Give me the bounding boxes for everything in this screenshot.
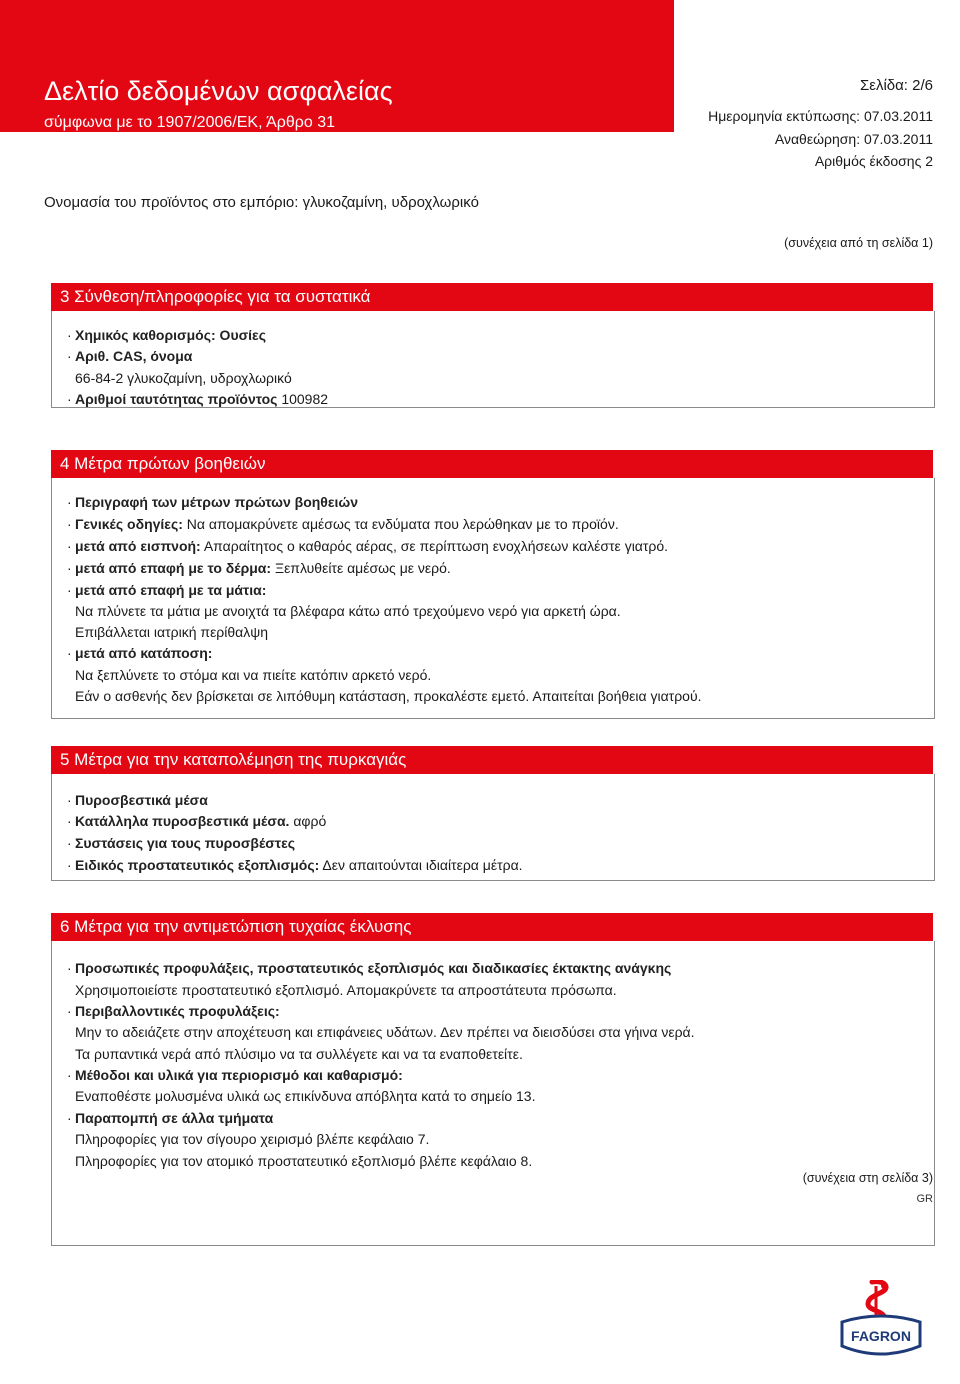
label: Περιβαλλοντικές προφυλάξεις: — [75, 1003, 280, 1019]
label: Περιγραφή των μέτρων πρώτων βοηθειών — [75, 494, 359, 510]
label: Συστάσεις για τους πυροσβέστες — [75, 835, 296, 851]
section-4-line: · μετά από επαφή με το δέρμα: Ξεπλυθείτε αμέσως με νερό. — [67, 560, 451, 576]
section-4-line: Να πλύνετε τα μάτια με ανοιχτά τα βλέφαρα κάτω από τρεχούμενο νερό για αρκετή ώρα. — [75, 603, 621, 619]
value: Ξεπλυθείτε αμέσως με νερό. — [271, 560, 451, 576]
section-6-line: Πληροφορίες για τον ατομικό προστατευτικό εξοπλισμό βλέπε κεφάλαιο 8. — [75, 1153, 533, 1169]
version-number: Αριθμός έκδοσης 2 — [814, 153, 933, 169]
label: Παραπομπή σε άλλα τμήματα — [75, 1110, 274, 1126]
label: μετά από επαφή με τα μάτια: — [75, 582, 267, 598]
value: 100982 — [277, 391, 329, 407]
continued-from-note: (συνέχεια από τη σελίδα 1) — [784, 236, 933, 250]
product-name-line: Ονομασία του προϊόντος στο εμπόριο: γλυκοζαμίνη, υδροχλωρικό — [44, 194, 479, 211]
section-6-line: Εναποθέστε μολυσμένα υλικά ως επικίνδυνα απόβλητα κατά το σημείο 13. — [75, 1088, 536, 1104]
section-6-line: · Μέθοδοι και υλικά για περιορισμό και καθαρισμό: — [67, 1067, 403, 1083]
section-6-line: Πληροφορίες για τον σίγουρο χειρισμό βλέπε κεφάλαιο 7. — [75, 1131, 430, 1147]
label: Αριθ. CAS, όνομα — [75, 348, 193, 364]
section-4-line: · μετά από κατάποση: — [67, 645, 213, 661]
section-4-title: 4 Μέτρα πρώτων βοηθειών — [51, 450, 933, 478]
section-4-line: · Περιγραφή των μέτρων πρώτων βοηθειών — [67, 494, 359, 510]
section-6-line: Μην το αδειάζετε στην αποχέτευση και επιφάνειες υδάτων. Δεν πρέπει να διεισδύσει στα γήινα νερά. — [75, 1024, 695, 1040]
logo-text: FAGRON — [851, 1328, 911, 1344]
label: Μέθοδοι και υλικά για περιορισμό και καθαρισμό: — [75, 1067, 403, 1083]
page-number: Σελίδα: 2/6 — [859, 77, 933, 94]
section-4-line: Επιβάλλεται ιατρική περίθαλψη — [75, 624, 269, 640]
section-4-line: Να ξεπλύνετε το στόμα και να πιείτε κατόπιν αρκετό νερό. — [75, 667, 432, 683]
label: Χημικός καθορισμός: Ουσίες — [75, 327, 266, 343]
section-5-line: · Πυροσβεστικά μέσα — [67, 792, 208, 808]
label: Ειδικός προστατευτικός εξοπλισμός: — [75, 857, 320, 873]
section-4-line: · μετά από εισπνοή: Απαραίτητος ο καθαρός αέρας, σε περίπτωση ενοχλήσεων καλέστε γιατρό. — [67, 538, 669, 554]
print-date: Ημερομηνία εκτύπωσης: 07.03.2011 — [708, 108, 933, 124]
section-3-title: 3 Σύνθεση/πληροφορίες για τα συστατικά — [51, 283, 933, 311]
section-6-line: Χρησιμοποιείστε προστατευτικό εξοπλισμό. Απομακρύνετε τα απροστάτευτα πρόσωπα. — [75, 982, 617, 998]
fagron-logo — [838, 1280, 924, 1372]
revision-date: Αναθεώρηση: 07.03.2011 — [774, 131, 933, 147]
value: Απαραίτητος ο καθαρός αέρας, σε περίπτωση ενοχλήσεων καλέστε γιατρό. — [200, 538, 669, 554]
section-6-line: · Περιβαλλοντικές προφυλάξεις: — [67, 1003, 280, 1019]
value: Δεν απαιτούνται ιδιαίτερα μέτρα. — [319, 857, 523, 873]
label: Αριθμοί ταυτότητας προϊόντος — [75, 391, 278, 407]
section-5-line: · Συστάσεις για τους πυροσβέστες — [67, 835, 296, 851]
section-4-line: · Γενικές οδηγίες: Να απομακρύνετε αμέσως τα ενδύματα που λερώθηκαν με το προϊόν. — [67, 516, 619, 532]
value: αφρό — [289, 813, 327, 829]
section-4-line: Εάν ο ασθενής δεν βρίσκεται σε λιπόθυμη κατάσταση, προκαλέστε εμετό. Απαιτείται βοήθεια γιατρού. — [75, 688, 702, 704]
section-5-title: 5 Μέτρα για την καταπολέμηση της πυρκαγιάς — [51, 746, 933, 774]
document-subtitle: σύμφωνα με το 1907/2006/ΕΚ, Άρθρο 31 — [44, 114, 335, 131]
label: Γενικές οδηγίες: — [75, 516, 183, 532]
value: Να απομακρύνετε αμέσως τα ενδύματα που λερώθηκαν με το προϊόν. — [182, 516, 619, 532]
section-3-line: · Χημικός καθορισμός: Ουσίες — [67, 327, 266, 343]
label: Πυροσβεστικά μέσα — [75, 792, 208, 808]
label: μετά από εισπνοή: — [75, 538, 201, 554]
continued-to-note: (συνέχεια στη σελίδα 3) — [802, 1171, 933, 1185]
label: μετά από επαφή με το δέρμα: — [75, 560, 272, 576]
label: Κατάλληλα πυροσβεστικά μέσα. — [75, 813, 290, 829]
document-title: Δελτίο δεδομένων ασφαλείας — [44, 76, 393, 106]
label: μετά από κατάποση: — [75, 645, 213, 661]
section-3-line: · Αριθ. CAS, όνομα — [67, 348, 193, 364]
section-4-line: · μετά από επαφή με τα μάτια: — [67, 582, 267, 598]
section-5-line: · Κατάλληλα πυροσβεστικά μέσα. αφρό — [67, 813, 327, 829]
section-6-title: 6 Μέτρα για την αντιμετώπιση τυχαίας έκλυσης — [51, 913, 933, 941]
label: Προσωπικές προφυλάξεις, προστατευτικός εξοπλισμός και διαδικασίες έκτακτης ανάγκης — [75, 960, 672, 976]
section-3-line: · Αριθμοί ταυτότητας προϊόντος 100982 — [67, 391, 329, 407]
section-5-line: · Ειδικός προστατευτικός εξοπλισμός: Δεν απαιτούνται ιδιαίτερα μέτρα. — [67, 857, 523, 873]
section-6-line: · Προσωπικές προφυλάξεις, προστατευτικός εξοπλισμός και διαδικασίες έκτακτης ανάγκης — [67, 960, 672, 976]
caduceus-snake-icon — [838, 1280, 924, 1372]
section-3-line: 66-84-2 γλυκοζαμίνη, υδροχλωρικό — [75, 370, 292, 386]
header-band — [0, 0, 674, 132]
section-6-line: · Παραπομπή σε άλλα τμήματα — [67, 1110, 274, 1126]
country-code: GR — [916, 1193, 933, 1205]
section-6-line: Τα ρυπαντικά νερά από πλύσιμο να τα συλλέγετε και να τα εναποθετείτε. — [75, 1046, 523, 1062]
